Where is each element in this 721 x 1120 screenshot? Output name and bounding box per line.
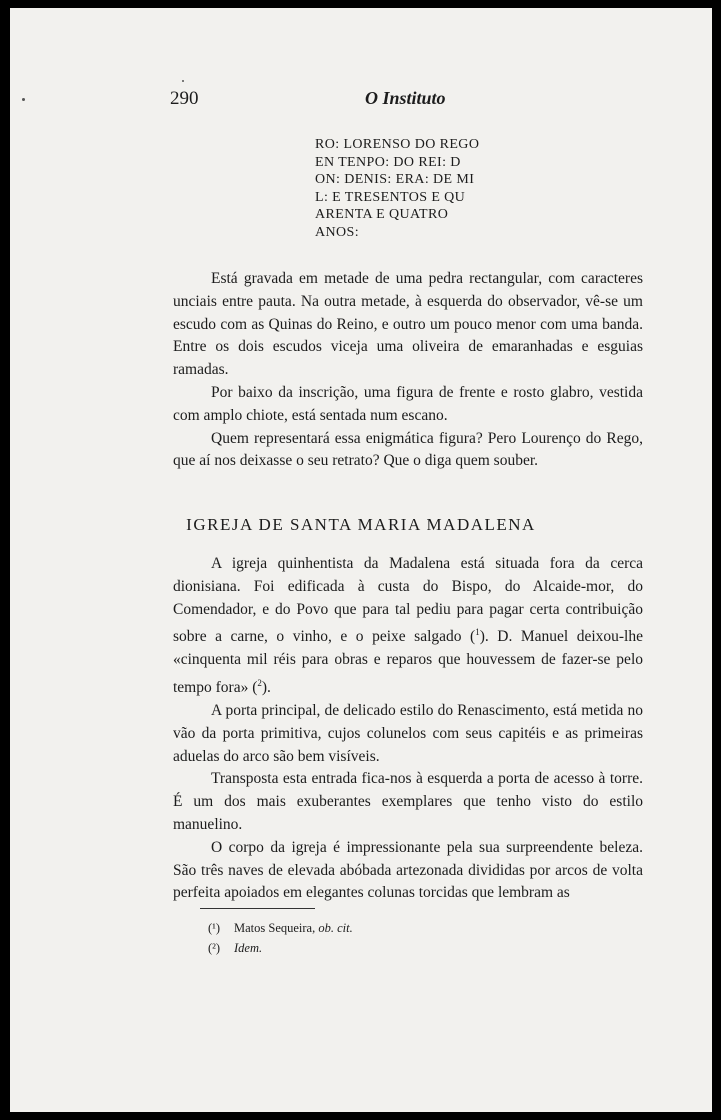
book-page [10, 8, 712, 1112]
page-number: 290 [170, 88, 199, 109]
paragraph: Quem representará essa enigmática figura? Pero Lourenço do Rego, que aí nos deixasse o seu retrato? Que o diga quem souber. [173, 429, 643, 470]
inscription-line: L: E TRESENTOS E QU [315, 189, 466, 205]
footnote-reference-text: Idem. [234, 941, 263, 955]
footnote-marker: (²) [208, 941, 221, 955]
section-title: IGREJA DE SANTA MARIA MADALENA [186, 515, 536, 534]
footnote-reference: 1 [475, 627, 480, 638]
paragraph: Por baixo da inscrição, uma figura de frente e rosto glabro, vestida com amplo chiote, está sentada num escano. [173, 383, 643, 424]
print-speck [182, 80, 184, 82]
footnote [208, 918, 353, 938]
footnotes [208, 918, 353, 958]
paragraph-text: ). [261, 679, 271, 697]
paragraph: O corpo da igreja é impressionante pela sua surpreendente beleza. São três naves de elevada abóbada artezonada divididas por arcos de volta perfeita apoiados em elegantes colunas torcidas que lembram as [173, 838, 643, 902]
paragraph: Transposta esta entrada fica-nos à esquerda a porta de acesso à torre. É um dos mais exuberantes exemplares que tenho visto do estilo manuelino. [173, 770, 643, 834]
paragraph-text: A igreja quinhentista da Madalena está situada fora da cerca dionisiana. Foi edificada à custa do Bispo, do Alcaide-mor, do Comendador, e do Povo que para tal pediu para pagar certa contribuição sobre a carne, o vinho, e o peixe salgado ( [173, 555, 643, 646]
inscription-line: RO: LORENSO DO REGO [315, 137, 480, 152]
lower-text-block [173, 553, 643, 905]
footnote-marker: (¹) [208, 921, 221, 935]
inscription-block [315, 136, 479, 242]
running-title: O Instituto [365, 88, 446, 108]
paragraph [173, 553, 643, 700]
footnote-author: Matos Sequeira, [234, 921, 319, 935]
inscription-line: ANOS: [315, 224, 360, 240]
paragraph: A porta principal, de delicado estilo do Renascimento, está metida no vão da porta primitiva, cujos colunelos com seus capitéis e as primeiras aduelas do arco são bem visíveis. [173, 702, 643, 765]
paragraph: Está gravada em metade de uma pedra rectangular, com caracteres unciais entre pauta. Na outra metade, à esquerda do observador, vê-se um escudo com as Quinas do Reino, e outro um pouco menor com uma banda. Entre os dois escudos viceja uma oliveira de emaranhadas e esguias ramadas. [173, 270, 643, 379]
footnote-reference-text: ob. cit. [318, 921, 353, 935]
inscription-line: ON: DENIS: ERA: DE MI [315, 172, 475, 188]
page-header [10, 88, 712, 112]
paragraph-text: ). D. Manuel deixou-lhe «cinquenta mil réis para obras e reparos que houvessem de fazer-se pelo tempo fora» ( [173, 628, 643, 697]
footnote [208, 938, 353, 958]
inscription-line: EN TENPO: DO REI: D [315, 154, 461, 170]
footnote-reference: 2 [257, 678, 262, 689]
footnote-separator [200, 908, 315, 909]
inscription-line: ARENTA E QUATRO [315, 207, 449, 223]
upper-text-block [173, 268, 643, 473]
